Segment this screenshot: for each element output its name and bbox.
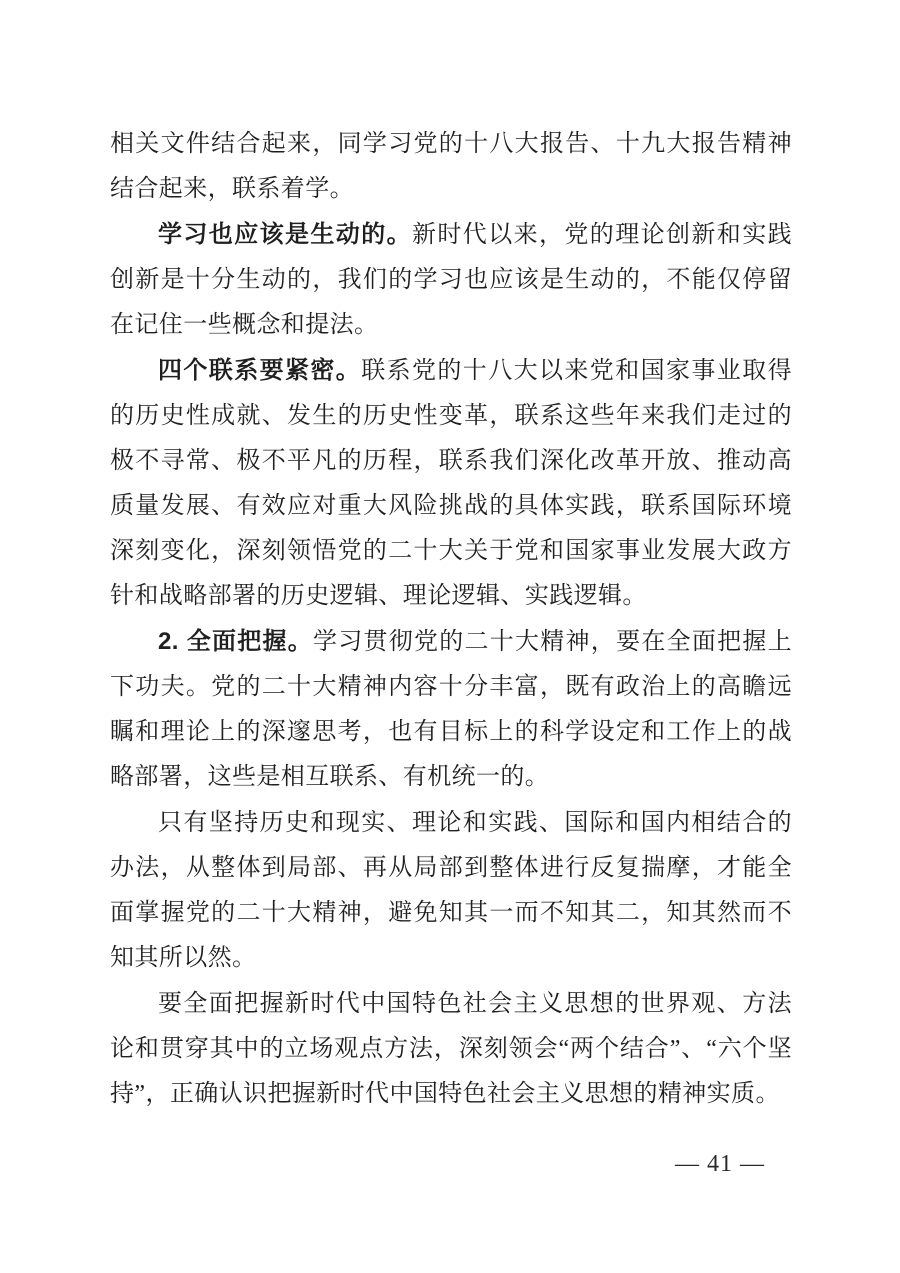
paragraph-text: 学习贯彻党的二十大精神，要在全面把握上下功夫。党的二十大精神内容十分丰富，既有政治上的高瞻远瞩和理论上的深邃思考，也有目标上的科学设定和工作上的战略部署，这些是相互联系、有机统一的。: [110, 629, 792, 790]
paragraph-text: 新时代以来，党的理论创新和实践创新是十分生动的，我们的学习也应该是生动的，不能仅停留在记住一些概念和提法。: [110, 222, 792, 338]
paragraph-lead: 四个联系要紧密。: [158, 357, 362, 384]
paragraph: [110, 800, 792, 981]
paragraph-text: 联系党的十八大以来党和国家事业取得的历史性成就、发生的历史性变革，联系这些年来我们走过的极不寻常、极不平凡的历程，联系我们深化改革开放、推动高质量发展、有效应对重大风险挑战的具体实践，联系国际环境深刻变化，深刻领悟党的二十大关于党和国家事业发展大政方针和战略部署的历史逻辑、理论逻辑、实践逻辑。: [110, 358, 792, 609]
paragraph-lead: 2. 全面把握。: [158, 628, 314, 655]
paragraph: [110, 212, 792, 348]
paragraph: [110, 619, 792, 800]
paragraph: [110, 121, 792, 212]
paragraph-text: 只有坚持历史和现实、理论和实践、国际和国内相结合的办法，从整体到局部、再从局部到整体进行反复揣摩，才能全面掌握党的二十大精神，避免知其一而不知其二，知其然而不知其所以然。: [110, 810, 792, 971]
paragraph: [110, 348, 792, 619]
page-number: — 41 —: [675, 1151, 765, 1177]
paragraph-text: 要全面把握新时代中国特色社会主义思想的世界观、方法论和贯穿其中的立场观点方法，深刻领会“两个结合”、“六个坚持”，正确认识把握新时代中国特色社会主义思想的精神实质。: [110, 991, 792, 1107]
paragraph: [110, 981, 792, 1117]
paragraph-text: 相关文件结合起来，同学习党的十八大报告、十九大报告精神结合起来，联系着学。: [110, 131, 792, 202]
document-body: [110, 121, 792, 1117]
paragraph-lead: 学习也应该是生动的。: [158, 221, 412, 248]
